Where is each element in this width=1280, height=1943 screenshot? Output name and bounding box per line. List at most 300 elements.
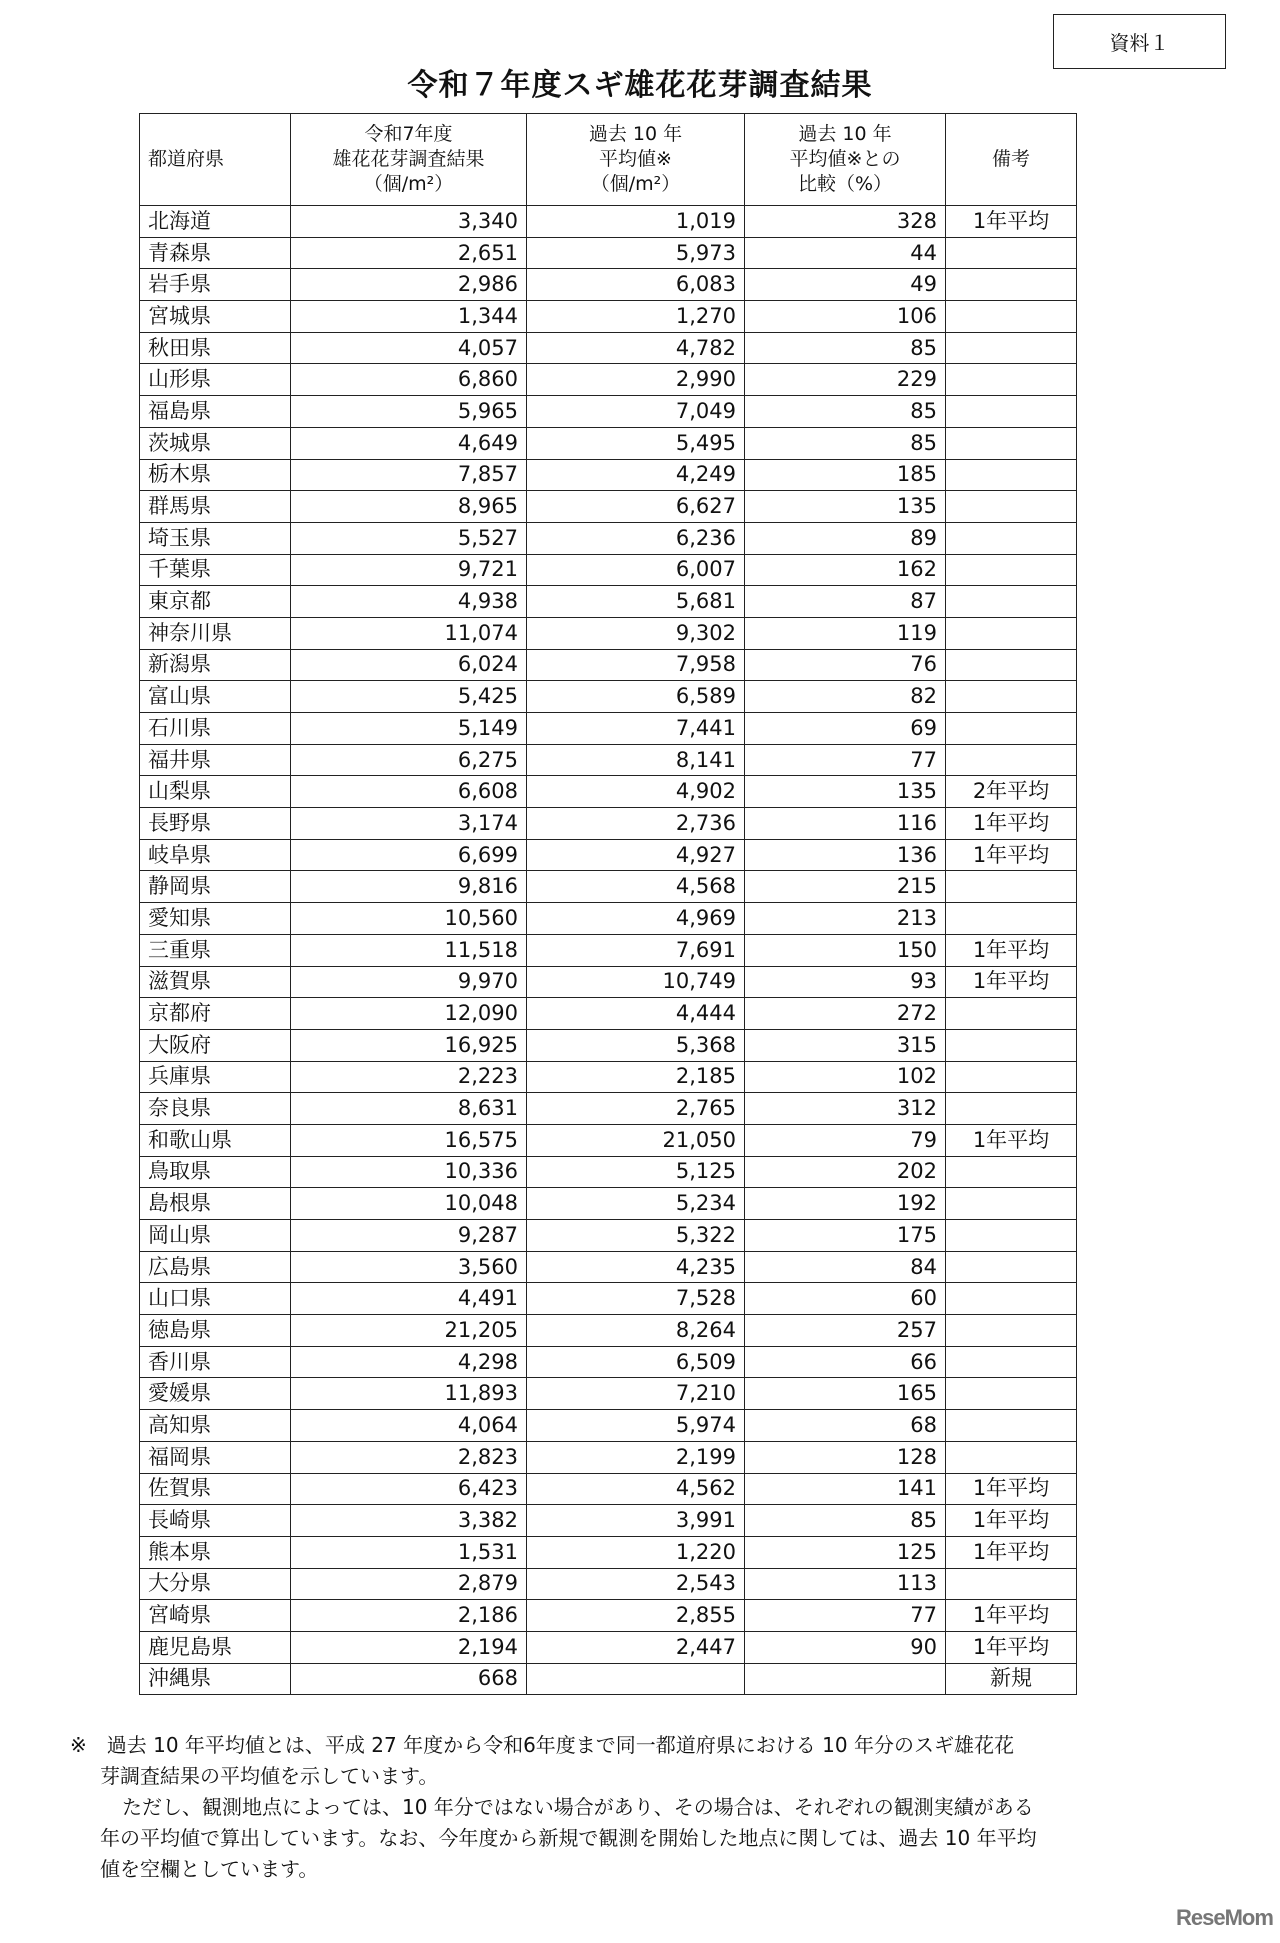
remarks-cell (946, 1029, 1077, 1061)
average-cell: 4,444 (527, 998, 745, 1030)
table-row (140, 1093, 1077, 1125)
average-cell: 7,049 (527, 396, 745, 428)
average-cell: 6,509 (527, 1346, 745, 1378)
average-cell: 4,782 (527, 332, 745, 364)
ratio-cell: 257 (745, 1315, 946, 1347)
average-cell: 4,927 (527, 839, 745, 871)
remarks-cell: 1年平均 (946, 1124, 1077, 1156)
current-count-cell: 11,518 (291, 934, 527, 966)
remarks-cell (946, 903, 1077, 935)
remarks-cell (946, 1220, 1077, 1252)
ratio-cell: 162 (745, 554, 946, 586)
remarks-cell (946, 617, 1077, 649)
average-cell: 6,627 (527, 491, 745, 523)
table-row (140, 1378, 1077, 1410)
header-label: 令和7年度 (364, 123, 453, 146)
prefecture-cell: 山口県 (140, 1283, 291, 1315)
average-cell: 6,007 (527, 554, 745, 586)
header-prefecture (140, 114, 291, 206)
remarks-cell: 1年平均 (946, 1631, 1077, 1663)
average-cell: 4,562 (527, 1473, 745, 1505)
remarks-cell (946, 1188, 1077, 1220)
prefecture-cell: 埼玉県 (140, 522, 291, 554)
table-row (140, 1505, 1077, 1537)
remarks-cell: 1年平均 (946, 1536, 1077, 1568)
average-cell: 1,019 (527, 206, 745, 238)
header-label: 備考 (991, 148, 1030, 171)
header-label: （個/m²） (363, 172, 454, 195)
current-count-cell: 3,382 (291, 1505, 527, 1537)
average-cell: 4,969 (527, 903, 745, 935)
footnote-line: ※ 過去 10 年平均値とは、平成 27 年度から令和6年度まで同一都道府県における 10 年分のスギ雄花花 (70, 1733, 1014, 1757)
average-cell: 2,855 (527, 1600, 745, 1632)
table-row (140, 934, 1077, 966)
remarks-cell (946, 491, 1077, 523)
current-count-cell: 4,649 (291, 427, 527, 459)
prefecture-cell: 富山県 (140, 681, 291, 713)
remarks-cell: 1年平均 (946, 966, 1077, 998)
remarks-cell (946, 1283, 1077, 1315)
ratio-cell: 125 (745, 1536, 946, 1568)
remarks-cell (946, 1156, 1077, 1188)
average-cell: 10,749 (527, 966, 745, 998)
document-label: 資料１ (1053, 14, 1226, 69)
current-count-cell: 6,699 (291, 839, 527, 871)
remarks-cell (946, 586, 1077, 618)
results-table (139, 113, 1077, 1695)
average-cell: 4,249 (527, 459, 745, 491)
table-row (140, 459, 1077, 491)
table-row (140, 1631, 1077, 1663)
ratio-cell: 68 (745, 1410, 946, 1442)
remarks-cell: 2年平均 (946, 776, 1077, 808)
current-count-cell: 16,575 (291, 1124, 527, 1156)
table-row (140, 776, 1077, 808)
header-average (527, 114, 745, 206)
prefecture-cell: 和歌山県 (140, 1124, 291, 1156)
average-cell: 2,736 (527, 808, 745, 840)
footnote-line: 年の平均値で算出しています。なお、今年度から新規で観測を開始した地点に関しては、過去 10 年平均 (100, 1826, 1037, 1850)
average-cell: 3,991 (527, 1505, 745, 1537)
table-row (140, 649, 1077, 681)
ratio-cell: 44 (745, 237, 946, 269)
table-row (140, 1410, 1077, 1442)
table-row (140, 839, 1077, 871)
prefecture-cell: 長野県 (140, 808, 291, 840)
average-cell: 6,083 (527, 269, 745, 301)
ratio-cell: 135 (745, 491, 946, 523)
current-count-cell: 4,057 (291, 332, 527, 364)
ratio-cell: 175 (745, 1220, 946, 1252)
average-cell: 5,495 (527, 427, 745, 459)
table-row (140, 427, 1077, 459)
remarks-cell (946, 364, 1077, 396)
header-label: 過去 10 年 (798, 123, 892, 146)
table-row (140, 681, 1077, 713)
current-count-cell: 1,531 (291, 1536, 527, 1568)
remarks-cell: 1年平均 (946, 1473, 1077, 1505)
table-row (140, 1156, 1077, 1188)
current-count-cell: 5,527 (291, 522, 527, 554)
remarks-cell: 1年平均 (946, 839, 1077, 871)
average-cell: 7,691 (527, 934, 745, 966)
ratio-cell: 128 (745, 1441, 946, 1473)
average-cell: 8,264 (527, 1315, 745, 1347)
ratio-cell: 136 (745, 839, 946, 871)
table-row (140, 1536, 1077, 1568)
prefecture-cell: 高知県 (140, 1410, 291, 1442)
ratio-cell: 213 (745, 903, 946, 935)
prefecture-cell: 岐阜県 (140, 839, 291, 871)
table-row (140, 744, 1077, 776)
current-count-cell: 3,174 (291, 808, 527, 840)
current-count-cell: 4,938 (291, 586, 527, 618)
ratio-cell: 79 (745, 1124, 946, 1156)
remarks-cell (946, 396, 1077, 428)
remarks-cell (946, 998, 1077, 1030)
ratio-cell: 77 (745, 1600, 946, 1632)
remarks-cell (946, 744, 1077, 776)
current-count-cell: 21,205 (291, 1315, 527, 1347)
average-cell: 2,765 (527, 1093, 745, 1125)
current-count-cell: 16,925 (291, 1029, 527, 1061)
ratio-cell: 77 (745, 744, 946, 776)
ratio-cell: 85 (745, 427, 946, 459)
current-count-cell: 2,823 (291, 1441, 527, 1473)
table-row (140, 237, 1077, 269)
current-count-cell: 2,223 (291, 1061, 527, 1093)
current-count-cell: 6,608 (291, 776, 527, 808)
remarks-cell: 新規 (946, 1663, 1077, 1695)
current-count-cell: 5,425 (291, 681, 527, 713)
remarks-cell (946, 649, 1077, 681)
current-count-cell: 2,186 (291, 1600, 527, 1632)
remarks-cell: 1年平均 (946, 206, 1077, 238)
ratio-cell: 102 (745, 1061, 946, 1093)
average-cell: 2,543 (527, 1568, 745, 1600)
prefecture-cell: 新潟県 (140, 649, 291, 681)
average-cell: 5,322 (527, 1220, 745, 1252)
current-count-cell: 5,149 (291, 713, 527, 745)
ratio-cell (745, 1663, 946, 1695)
remarks-cell (946, 459, 1077, 491)
current-count-cell: 4,064 (291, 1410, 527, 1442)
remarks-cell: 1年平均 (946, 1600, 1077, 1632)
current-count-cell: 6,275 (291, 744, 527, 776)
header-remarks (946, 114, 1077, 206)
remarks-cell (946, 1251, 1077, 1283)
ratio-cell: 106 (745, 301, 946, 333)
prefecture-cell: 山形県 (140, 364, 291, 396)
ratio-cell: 116 (745, 808, 946, 840)
ratio-cell: 165 (745, 1378, 946, 1410)
current-count-cell: 9,816 (291, 871, 527, 903)
current-count-cell: 1,344 (291, 301, 527, 333)
prefecture-cell: 京都府 (140, 998, 291, 1030)
table-row (140, 1061, 1077, 1093)
table-row (140, 396, 1077, 428)
prefecture-cell: 福井県 (140, 744, 291, 776)
prefecture-cell: 栃木県 (140, 459, 291, 491)
average-cell: 4,568 (527, 871, 745, 903)
ratio-cell: 229 (745, 364, 946, 396)
footnote-line: ただし、観測地点によっては、10 年分ではない場合があり、その場合は、それぞれの観測実績がある (122, 1795, 1034, 1819)
remarks-cell (946, 427, 1077, 459)
current-count-cell: 9,970 (291, 966, 527, 998)
current-count-cell: 2,651 (291, 237, 527, 269)
header-label: 都道府県 (148, 148, 225, 171)
remarks-cell (946, 1378, 1077, 1410)
remarks-cell (946, 871, 1077, 903)
prefecture-cell: 青森県 (140, 237, 291, 269)
table-row (140, 1473, 1077, 1505)
remarks-cell (946, 1093, 1077, 1125)
ratio-cell: 82 (745, 681, 946, 713)
remarks-cell (946, 269, 1077, 301)
header-label: 過去 10 年 (588, 123, 683, 146)
prefecture-cell: 三重県 (140, 934, 291, 966)
prefecture-cell: 長崎県 (140, 1505, 291, 1537)
ratio-cell: 141 (745, 1473, 946, 1505)
ratio-cell: 328 (745, 206, 946, 238)
table-row (140, 522, 1077, 554)
ratio-cell: 66 (745, 1346, 946, 1378)
table-body (140, 206, 1077, 1695)
ratio-cell: 119 (745, 617, 946, 649)
ratio-cell: 135 (745, 776, 946, 808)
table-row (140, 364, 1077, 396)
prefecture-cell: 千葉県 (140, 554, 291, 586)
ratio-cell: 85 (745, 1505, 946, 1537)
average-cell: 8,141 (527, 744, 745, 776)
prefecture-cell: 宮崎県 (140, 1600, 291, 1632)
average-cell: 5,234 (527, 1188, 745, 1220)
table-row (140, 966, 1077, 998)
current-count-cell: 9,287 (291, 1220, 527, 1252)
table-row (140, 1220, 1077, 1252)
current-count-cell: 11,074 (291, 617, 527, 649)
average-cell: 5,681 (527, 586, 745, 618)
current-count-cell: 11,893 (291, 1378, 527, 1410)
table-row (140, 903, 1077, 935)
remarks-cell (946, 522, 1077, 554)
watermark-logo: ReseMom (1176, 1905, 1273, 1930)
prefecture-cell: 福島県 (140, 396, 291, 428)
table-row (140, 808, 1077, 840)
ratio-cell: 315 (745, 1029, 946, 1061)
ratio-cell: 113 (745, 1568, 946, 1600)
current-count-cell: 668 (291, 1663, 527, 1695)
table-row (140, 998, 1077, 1030)
footnote-line: 値を空欄としています。 (100, 1857, 319, 1881)
prefecture-cell: 大阪府 (140, 1029, 291, 1061)
average-cell: 5,973 (527, 237, 745, 269)
table-row (140, 871, 1077, 903)
remarks-cell (946, 301, 1077, 333)
average-cell: 2,447 (527, 1631, 745, 1663)
current-count-cell: 4,491 (291, 1283, 527, 1315)
remarks-cell (946, 713, 1077, 745)
footnote-line: 芽調査結果の平均値を示しています。 (100, 1764, 439, 1788)
header-label: （個/m²） (590, 172, 681, 195)
remarks-cell (946, 1346, 1077, 1378)
ratio-cell: 60 (745, 1283, 946, 1315)
ratio-cell: 76 (745, 649, 946, 681)
header-label: 平均値※との (789, 148, 901, 171)
prefecture-cell: 岩手県 (140, 269, 291, 301)
prefecture-cell: 熊本県 (140, 1536, 291, 1568)
table-row (140, 1315, 1077, 1347)
remarks-cell: 1年平均 (946, 934, 1077, 966)
current-count-cell: 6,024 (291, 649, 527, 681)
header-label: 平均値※ (599, 148, 672, 171)
average-cell: 1,220 (527, 1536, 745, 1568)
average-cell: 7,441 (527, 713, 745, 745)
table-row (140, 1663, 1077, 1695)
average-cell: 7,528 (527, 1283, 745, 1315)
remarks-cell (946, 1441, 1077, 1473)
ratio-cell: 84 (745, 1251, 946, 1283)
current-count-cell: 12,090 (291, 998, 527, 1030)
current-count-cell: 10,560 (291, 903, 527, 935)
ratio-cell: 202 (745, 1156, 946, 1188)
footnote (70, 1730, 1230, 1885)
prefecture-cell: 宮城県 (140, 301, 291, 333)
average-cell: 5,368 (527, 1029, 745, 1061)
table-row (140, 269, 1077, 301)
average-cell: 21,050 (527, 1124, 745, 1156)
prefecture-cell: 静岡県 (140, 871, 291, 903)
average-cell: 2,185 (527, 1061, 745, 1093)
prefecture-cell: 鹿児島県 (140, 1631, 291, 1663)
average-cell: 4,902 (527, 776, 745, 808)
prefecture-cell: 鳥取県 (140, 1156, 291, 1188)
table-row (140, 1600, 1077, 1632)
current-count-cell: 6,423 (291, 1473, 527, 1505)
prefecture-cell: 佐賀県 (140, 1473, 291, 1505)
prefecture-cell: 滋賀県 (140, 966, 291, 998)
ratio-cell: 90 (745, 1631, 946, 1663)
prefecture-cell: 東京都 (140, 586, 291, 618)
prefecture-cell: 北海道 (140, 206, 291, 238)
ratio-cell: 215 (745, 871, 946, 903)
average-cell: 6,589 (527, 681, 745, 713)
average-cell: 9,302 (527, 617, 745, 649)
remarks-cell (946, 1061, 1077, 1093)
ratio-cell: 192 (745, 1188, 946, 1220)
remarks-cell (946, 554, 1077, 586)
table-row (140, 1283, 1077, 1315)
prefecture-cell: 秋田県 (140, 332, 291, 364)
current-count-cell: 10,048 (291, 1188, 527, 1220)
average-cell: 2,199 (527, 1441, 745, 1473)
prefecture-cell: 福岡県 (140, 1441, 291, 1473)
ratio-cell: 312 (745, 1093, 946, 1125)
table-row (140, 491, 1077, 523)
remarks-cell (946, 681, 1077, 713)
prefecture-cell: 茨城県 (140, 427, 291, 459)
table-row (140, 1346, 1077, 1378)
current-count-cell: 2,986 (291, 269, 527, 301)
table-row (140, 617, 1077, 649)
current-count-cell: 2,879 (291, 1568, 527, 1600)
average-cell: 5,125 (527, 1156, 745, 1188)
average-cell: 2,990 (527, 364, 745, 396)
prefecture-cell: 岡山県 (140, 1220, 291, 1252)
table-row (140, 332, 1077, 364)
prefecture-cell: 愛知県 (140, 903, 291, 935)
average-cell: 4,235 (527, 1251, 745, 1283)
ratio-cell: 49 (745, 269, 946, 301)
current-count-cell: 8,965 (291, 491, 527, 523)
table-row (140, 1568, 1077, 1600)
remarks-cell: 1年平均 (946, 808, 1077, 840)
current-count-cell: 6,860 (291, 364, 527, 396)
prefecture-cell: 神奈川県 (140, 617, 291, 649)
current-count-cell: 9,721 (291, 554, 527, 586)
remarks-cell: 1年平均 (946, 1505, 1077, 1537)
current-count-cell: 5,965 (291, 396, 527, 428)
average-cell: 7,210 (527, 1378, 745, 1410)
average-cell: 6,236 (527, 522, 745, 554)
ratio-cell: 85 (745, 332, 946, 364)
ratio-cell: 185 (745, 459, 946, 491)
table-row (140, 1188, 1077, 1220)
header-ratio (745, 114, 946, 206)
header-label: 雄花花芽調査結果 (332, 148, 485, 171)
page-title: 令和７年度スギ雄花花芽調査結果 (407, 68, 873, 103)
prefecture-cell: 山梨県 (140, 776, 291, 808)
header-current (291, 114, 527, 206)
prefecture-cell: 石川県 (140, 713, 291, 745)
remarks-cell (946, 1568, 1077, 1600)
ratio-cell: 69 (745, 713, 946, 745)
current-count-cell: 7,857 (291, 459, 527, 491)
average-cell: 7,958 (527, 649, 745, 681)
prefecture-cell: 愛媛県 (140, 1378, 291, 1410)
current-count-cell: 3,560 (291, 1251, 527, 1283)
prefecture-cell: 大分県 (140, 1568, 291, 1600)
remarks-cell (946, 332, 1077, 364)
ratio-cell: 150 (745, 934, 946, 966)
prefecture-cell: 群馬県 (140, 491, 291, 523)
ratio-cell: 85 (745, 396, 946, 428)
prefecture-cell: 徳島県 (140, 1315, 291, 1347)
ratio-cell: 89 (745, 522, 946, 554)
table-row (140, 301, 1077, 333)
table-row (140, 713, 1077, 745)
average-cell: 5,974 (527, 1410, 745, 1442)
current-count-cell: 8,631 (291, 1093, 527, 1125)
ratio-cell: 87 (745, 586, 946, 618)
current-count-cell: 2,194 (291, 1631, 527, 1663)
prefecture-cell: 島根県 (140, 1188, 291, 1220)
current-count-cell: 3,340 (291, 206, 527, 238)
average-cell (527, 1663, 745, 1695)
prefecture-cell: 沖縄県 (140, 1663, 291, 1695)
table-row (140, 1441, 1077, 1473)
table-row (140, 1251, 1077, 1283)
remarks-cell (946, 1315, 1077, 1347)
current-count-cell: 10,336 (291, 1156, 527, 1188)
table-header-row (140, 114, 1077, 206)
remarks-cell (946, 237, 1077, 269)
table-row (140, 1124, 1077, 1156)
header-label: 比較（%） (797, 172, 893, 195)
table-row (140, 586, 1077, 618)
ratio-cell: 93 (745, 966, 946, 998)
table-row (140, 554, 1077, 586)
